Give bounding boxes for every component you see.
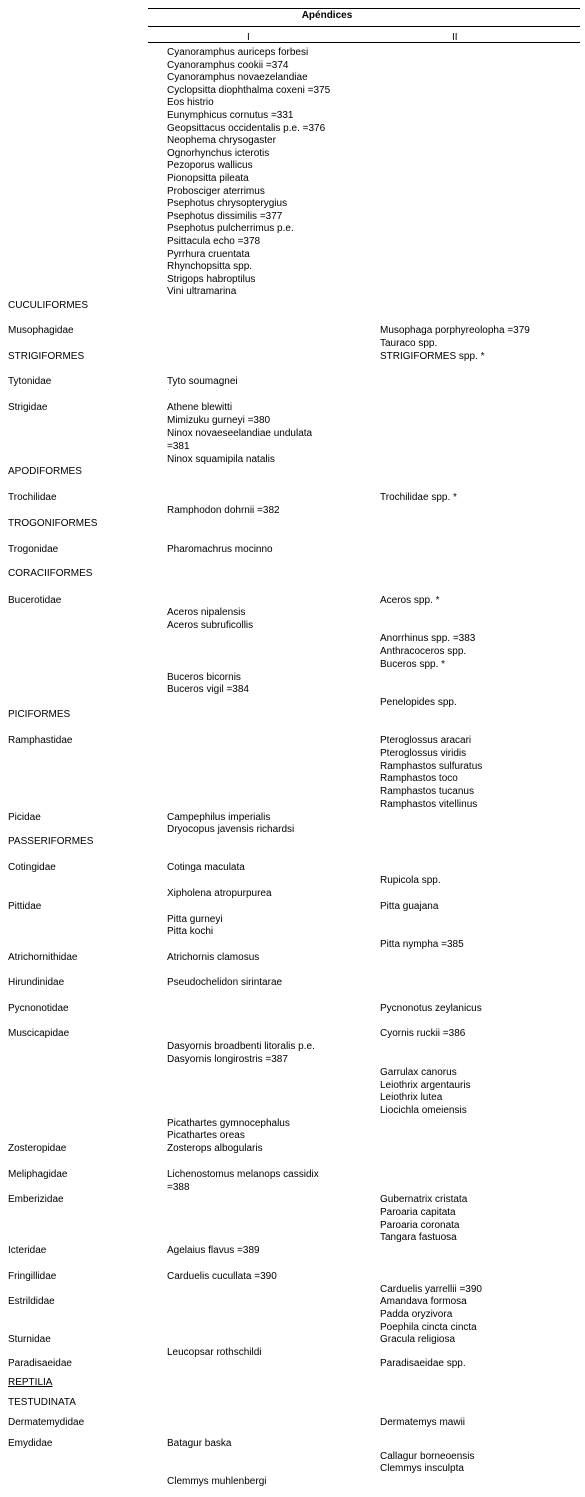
appendix-i-cell: Aceros subruficollis [167, 620, 254, 631]
taxon-cell: Cotingidae [8, 862, 56, 873]
appendix-ii-cell: Anthracoceros spp. [380, 646, 467, 657]
appendix-i-cell: Psephotus pulcherrimus p.e. [167, 223, 294, 235]
appendix-i-cell: Atrichornis clamosus [167, 952, 260, 963]
appendix-ii-cell: Tauraco spp. [380, 338, 438, 349]
taxon-cell: Emberizidae [8, 1194, 64, 1205]
appendix-ii-cell: Ramphastos sulfuratus [380, 761, 483, 772]
appendix-i-cell: Ninox novaeseelandiae undulata [167, 428, 313, 439]
taxon-cell: CORACIIFORMES [8, 568, 93, 579]
appendix-ii-cell: Padda oryzivora [380, 1309, 453, 1320]
appendix-i-cell: Buceros vigil =384 [167, 684, 249, 695]
taxon-cell: PASSERIFORMES [8, 836, 94, 847]
appendix-ii-cell: Dermatemys mawii [380, 1417, 466, 1428]
appendix-ii-cell: Liocichla omeiensis [380, 1105, 467, 1116]
appendix-i-cell: Zosterops albogularis [167, 1143, 263, 1154]
appendix-i-heading: I [247, 32, 250, 43]
appendix-ii-cell: Paroaria capitata [380, 1207, 456, 1218]
appendix-i-cell: Lichenostomus melanops cassidix [167, 1169, 319, 1180]
appendix-ii-cell: Aceros spp. * [380, 595, 440, 606]
appendix-i-cell: Xipholena atropurpurea [167, 888, 272, 899]
appendix-i-cell: Neophema chrysogaster [167, 135, 276, 147]
taxon-cell: Musophagidae [8, 325, 74, 336]
appendix-i-cell: Eos histrio [167, 97, 214, 109]
appendix-i-cell: Picathartes gymnocephalus [167, 1118, 290, 1129]
taxon-cell: APODIFORMES [8, 466, 82, 477]
taxon-cell: Strigidae [8, 402, 48, 413]
appendix-i-cell: Carduelis cucullata =390 [167, 1271, 277, 1282]
appendix-ii-cell: Buceros spp. * [380, 659, 446, 670]
appendix-i-cell: Batagur baska [167, 1438, 232, 1449]
appendix-ii-cell: Musophaga porphyreolopha =379 [380, 325, 530, 336]
appendix-ii-cell: Ramphastos toco [380, 773, 458, 784]
header-mid-rule [148, 26, 580, 27]
appendix-ii-cell: Tangara fastuosa [380, 1232, 457, 1243]
appendix-ii-cell: Rupicola spp. [380, 875, 441, 886]
appendix-ii-cell: Trochilidae spp. * [380, 492, 457, 503]
appendix-i-cell: Probosciger aterrimus [167, 185, 265, 197]
appendix-i-cell: Pitta gurneyi [167, 914, 223, 925]
appendix-i-cell: Vini ultramarina [167, 286, 237, 298]
appendix-i-cell: Psittacula echo =378 [167, 236, 261, 247]
taxon-cell: Fringillidae [8, 1271, 57, 1282]
appendix-ii-cell: Pycnonotus zeylanicus [380, 1003, 482, 1014]
taxon-cell: Dermatemydidae [8, 1417, 85, 1428]
appendix-i-cell: Picathartes oreas [167, 1130, 245, 1141]
taxon-cell: Muscicapidae [8, 1028, 70, 1039]
taxon-cell: Icteridae [8, 1245, 47, 1256]
taxon-cell: TESTUDINATA [8, 1397, 76, 1408]
taxon-cell: Picidae [8, 812, 41, 823]
taxon-cell: Tytonidae [8, 376, 52, 387]
taxon-cell: Meliphagidae [8, 1169, 68, 1180]
appendix-ii-cell: Garrulax canorus [380, 1067, 457, 1078]
taxon-cell: Trogonidae [8, 544, 59, 555]
taxon-cell: STRIGIFORMES [8, 351, 85, 362]
appendix-i-cell: Dasyornis broadbenti litoralis p.e. [167, 1041, 315, 1052]
appendix-ii-cell: Ramphastos tucanus [380, 786, 474, 797]
appendix-i-cell: Agelaius flavus =389 [167, 1245, 260, 1256]
taxon-cell: Bucerotidae [8, 595, 62, 606]
appendix-ii-cell: Paradisaeidae spp. [380, 1358, 466, 1369]
appendix-i-cell: Buceros bicornis [167, 672, 241, 683]
appendix-i-cell: Ramphodon dohrnii =382 [167, 505, 280, 516]
appendix-i-cell: Eunymphicus cornutus =331 [167, 110, 294, 121]
taxon-cell: Zosteropidae [8, 1143, 67, 1154]
appendix-ii-cell: Leiothrix lutea [380, 1092, 443, 1103]
appendix-ii-cell: Penelopides spp. [380, 697, 457, 708]
appendix-ii-cell: Amandava formosa [380, 1296, 467, 1307]
appendix-ii-cell: Clemmys insculpta [380, 1463, 464, 1474]
appendix-i-cell: Tyto soumagnei [167, 376, 238, 387]
appendix-i-cell: Dryocopus javensis richardsi [167, 824, 295, 835]
taxon-cell: Estrildidae [8, 1296, 55, 1307]
appendix-i-cell: Strigops habroptilus [167, 273, 256, 285]
taxon-cell: TROGONIFORMES [8, 518, 98, 529]
taxon-cell: Paradisaeidae [8, 1358, 72, 1369]
appendix-ii-cell: Carduelis yarrellii =390 [380, 1284, 482, 1295]
appendix-i-cell: Cyanoramphus cookii =374 [167, 59, 289, 71]
taxon-cell: Atrichornithidae [8, 952, 78, 963]
taxon-cell: Hirundinidae [8, 977, 65, 988]
taxon-cell: Trochilidae [8, 492, 57, 503]
appendix-ii-cell: Pteroglossus viridis [380, 748, 467, 759]
header-top-rule [148, 8, 580, 9]
taxon-cell: Pycnonotidae [8, 1003, 69, 1014]
appendix-ii-cell: Paroaria coronata [380, 1220, 460, 1231]
appendix-i-cell: Cyclopsitta diophthalma coxeni =375 [167, 84, 331, 96]
appendix-ii-cell: STRIGIFORMES spp. * [380, 351, 485, 362]
appendix-ii-cell: Pitta guajana [380, 901, 439, 912]
appendix-i-cell: Cyanoramphus auriceps forbesi [167, 47, 309, 58]
appendices-title: Apéndices [301, 10, 353, 21]
taxon-cell: Emydidae [8, 1438, 53, 1449]
appendix-ii-cell: Callagur borneoensis [380, 1451, 475, 1462]
appendix-i-cell: Psephotus chrysopterygius [167, 198, 288, 210]
appendix-i-cell: Pseudochelidon sirintarae [167, 977, 283, 988]
appendix-ii-cell: Pteroglossus aracari [380, 735, 472, 746]
appendix-ii-cell: Gracula religiosa [380, 1334, 456, 1345]
taxon-cell: Ramphastidae [8, 735, 73, 746]
appendix-i-cell: Ninox squamipila natalis [167, 454, 275, 465]
appendix-i-cell: Pezoporus wallicus [167, 160, 253, 172]
appendix-i-cell: =381 [167, 441, 190, 452]
taxon-cell: Pittidae [8, 901, 42, 912]
appendix-i-cell: Dasyornis longirostris =387 [167, 1054, 288, 1065]
appendix-i-cell: Geopsittacus occidentalis p.e. =376 [167, 122, 326, 134]
taxon-cell: Sturnidae [8, 1334, 51, 1345]
appendix-ii-cell: Poephila cincta cincta [380, 1322, 477, 1333]
appendix-i-cell: Mimizuku gurneyi =380 [167, 415, 271, 426]
appendix-i-cell: Aceros nipalensis [167, 607, 246, 618]
appendix-i-cell: Ognorhynchus icterotis [167, 147, 270, 159]
appendix-i-cell: =388 [167, 1182, 190, 1193]
appendix-i-cell: Pharomachrus mocinno [167, 544, 273, 555]
header-bottom-rule [148, 42, 580, 43]
appendix-ii-cell: Gubernatrix cristata [380, 1194, 468, 1205]
appendix-i-cell: Psephotus dissimilis =377 [167, 210, 283, 222]
appendix-ii-cell: Leiothrix argentauris [380, 1080, 471, 1091]
appendix-ii-cell: Ramphastos vitellinus [380, 799, 478, 810]
taxon-cell: REPTILIA [8, 1377, 53, 1388]
appendix-ii-cell: Pitta nympha =385 [380, 939, 464, 950]
appendix-i-cell: Pitta kochi [167, 926, 214, 937]
appendix-i-cell: Cotinga maculata [167, 862, 245, 873]
appendix-i-cell: Cyanoramphus novaezelandiae [167, 72, 308, 84]
appendix-i-cell: Athene blewitti [167, 402, 233, 413]
appendix-i-cell: Pyrrhura cruentata [167, 248, 250, 260]
appendix-i-cell: Rhynchopsitta spp. [167, 261, 253, 273]
appendix-i-cell: Clemmys muhlenbergi [167, 1476, 267, 1487]
appendix-i-cell: Pionopsitta pileata [167, 173, 249, 184]
appendix-i-cell: Campephilus imperialis [167, 812, 271, 823]
appendix-ii-heading: II [452, 32, 458, 43]
appendix-i-cell: Leucopsar rothschildi [167, 1347, 262, 1358]
appendix-ii-cell: Anorrhinus spp. =383 [380, 633, 476, 644]
taxon-cell: PICIFORMES [8, 709, 71, 720]
appendix-ii-cell: Cyornis ruckii =386 [380, 1028, 466, 1039]
taxon-cell: CUCULIFORMES [8, 300, 89, 311]
